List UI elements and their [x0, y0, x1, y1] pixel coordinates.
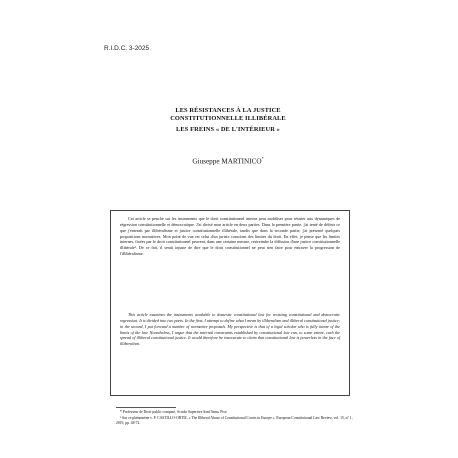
author-footnote-mark: * — [261, 156, 264, 161]
abstract-english: This article examines the instruments available to domestic constitutional law for resisting constitutional and democratic regression. It is divided into two parts. In the first, I attempt to define what I mean by illiberalism and illiberal constitutional justice; in the second, I put forward a number of normative proposals. My perspective is that of a legal scholar who is fully aware of the limits of the law. Nonetheless, I argue that the internal constraints established by constitutional law can, to some extent, curb the spread of illiberal constitutional justice. It would therefore be inaccurate to claim that constitutional law is powerless in the face of illiberalism. — [120, 312, 340, 347]
footnote-1: * Professeur de Droit public comparé, Scuola Superiore Sant'Anna, Pise. — [120, 410, 228, 414]
title-line-1: LES RÉSISTANCES À LA JUSTICE — [175, 107, 281, 114]
title-line-3: LES FREINS « DE L'INTÉRIEUR » — [176, 126, 280, 133]
author-line — [104, 156, 352, 165]
journal-reference: R.I.D.C. 3-2025 — [104, 45, 150, 52]
title-line-2: CONSTITUTIONNELLE ILLIBÉRALE — [170, 115, 286, 122]
footnote-rule — [116, 407, 176, 408]
abstract-french: Cet article se penche sur les instruments que le droit constitutionnel interne peut mobiliser pour résister aux dynamiques de régression constitutionnelle et démocratique. J'ai divisé mon article en deux parties. Dans la première partie, j'ai tenté de définir ce que j'entends par illibéralisme et justice constitutionnelle illibérale, tandis que dans la seconde partie, j'ai présenté quelques propositions normatives. Mon point de vue est celui d'un juriste conscient des limites du droit. En effet, je pense que les limites internes, fixées par le droit constitutionnel peuvent, dans une certaine mesure, restreindre la diffusion d'une justice constitutionnelle illibérale¹. De ce fait, il serait injuste de dire que le droit constitutionnel ne peut rien faire pour entraver la progression de l'illibéralisme. — [120, 216, 340, 257]
author-name: Giuseppe MARTINICO — [192, 157, 262, 166]
footnote-2: ¹ Sur ce phénomène v. P. CASTILLO-ORTIZ, « The Illiberal Abuse of Constitutional Courts in Europe », European Constitutional Law Review, vol. 15, n° 1, 2019, pp. 48-72. — [116, 416, 353, 425]
